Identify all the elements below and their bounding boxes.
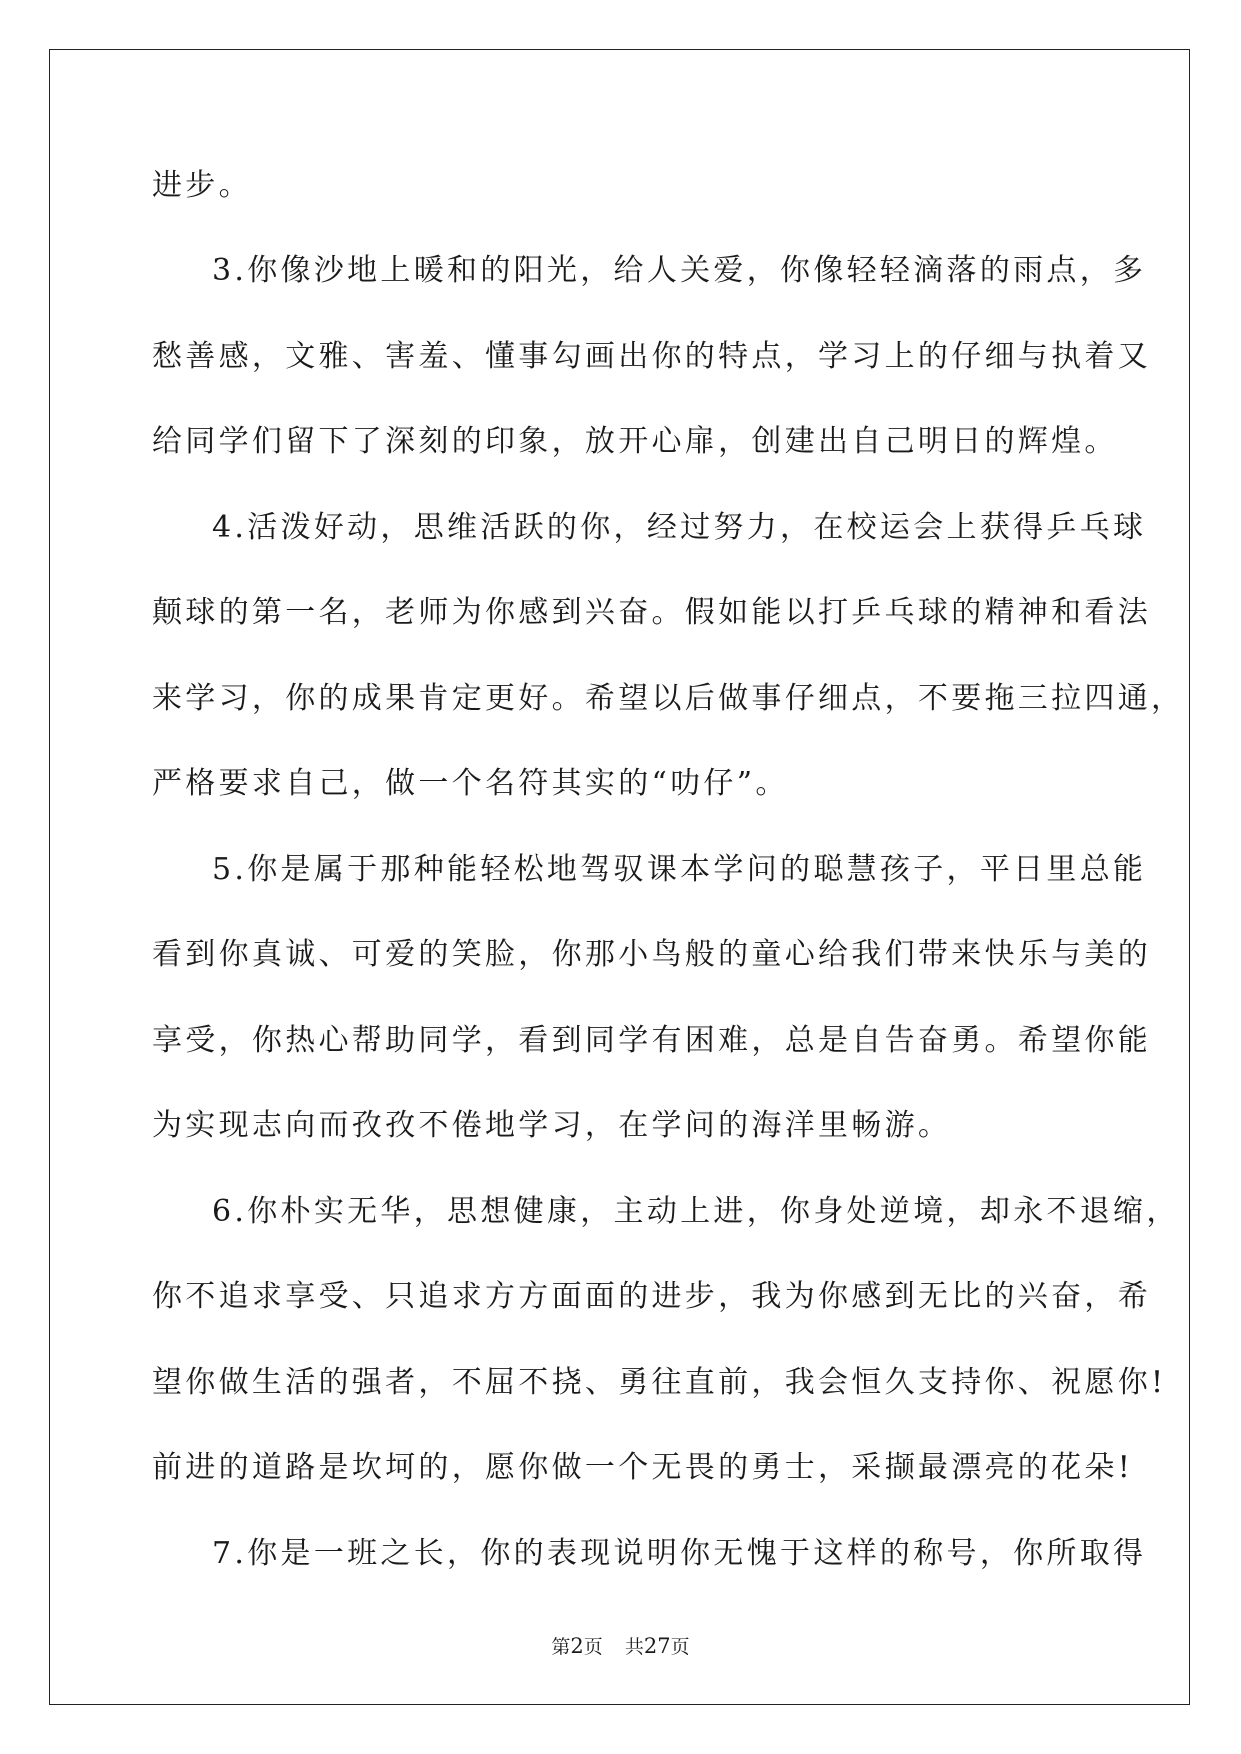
- page-label-suffix: 页: [583, 1636, 603, 1658]
- total-label-prefix: 共: [624, 1636, 644, 1658]
- text-line: 来学习，你的成果肯定更好。希望以后做事仔细点，不要拖三拉四通，: [152, 681, 1185, 716]
- paragraph-3-start: 3.你像沙地上暖和的阳光，给人关爱，你像轻轻滴落的雨点，多: [212, 253, 1147, 288]
- page-label-prefix: 第: [551, 1636, 571, 1658]
- text-line: 严格要求自己，做一个名符其实的“叻仔”。: [152, 766, 789, 801]
- page-number: 2: [570, 1634, 584, 1658]
- paragraph-6-start: 6.你朴实无华，思想健康，主动上进，你身处逆境，却永不退缩，: [212, 1194, 1180, 1229]
- text-line: 你不追求享受、只追求方方面面的进步，我为你感到无比的兴奋，希: [152, 1279, 1151, 1314]
- paragraph-4-start: 4.活泼好动，思维活跃的你，经过努力，在校运会上获得乒乓球: [212, 510, 1147, 545]
- text-line: 前进的道路是坎坷的，愿你做一个无畏的勇士，采撷最漂亮的花朵!: [152, 1450, 1134, 1485]
- text-line: 享受，你热心帮助同学，看到同学有困难，总是自告奋勇。希望你能: [152, 1023, 1151, 1058]
- text-line: 颠球的第一名，老师为你感到兴奋。假如能以打乒乓球的精神和看法: [152, 595, 1151, 630]
- text-line: 给同学们留下了深刻的印象，放开心扉，创建出自己明日的辉煌。: [152, 424, 1118, 459]
- paragraph-7-start: 7.你是一班之长，你的表现说明你无愧于这样的称号，你所取得: [212, 1536, 1147, 1571]
- text-line: 进步。: [152, 168, 252, 203]
- text-line: 为实现志向而孜孜不倦地学习，在学问的海洋里畅游。: [152, 1108, 952, 1143]
- page-footer: [0, 1634, 1241, 1659]
- text-line: 看到你真诚、可爱的笑脸，你那小鸟般的童心给我们带来快乐与美的: [152, 937, 1151, 972]
- total-label-suffix: 页: [670, 1636, 690, 1658]
- paragraph-5-start: 5.你是属于那种能轻松地驾驭课本学问的聪慧孩子，平日里总能: [212, 852, 1147, 887]
- total-pages: 27: [643, 1634, 671, 1658]
- text-line: 愁善感，文雅、害羞、懂事勾画出你的特点，学习上的仔细与执着又: [152, 339, 1151, 374]
- text-line: 望你做生活的强者，不屈不挠、勇往直前，我会恒久支持你、祝愿你!: [152, 1365, 1167, 1400]
